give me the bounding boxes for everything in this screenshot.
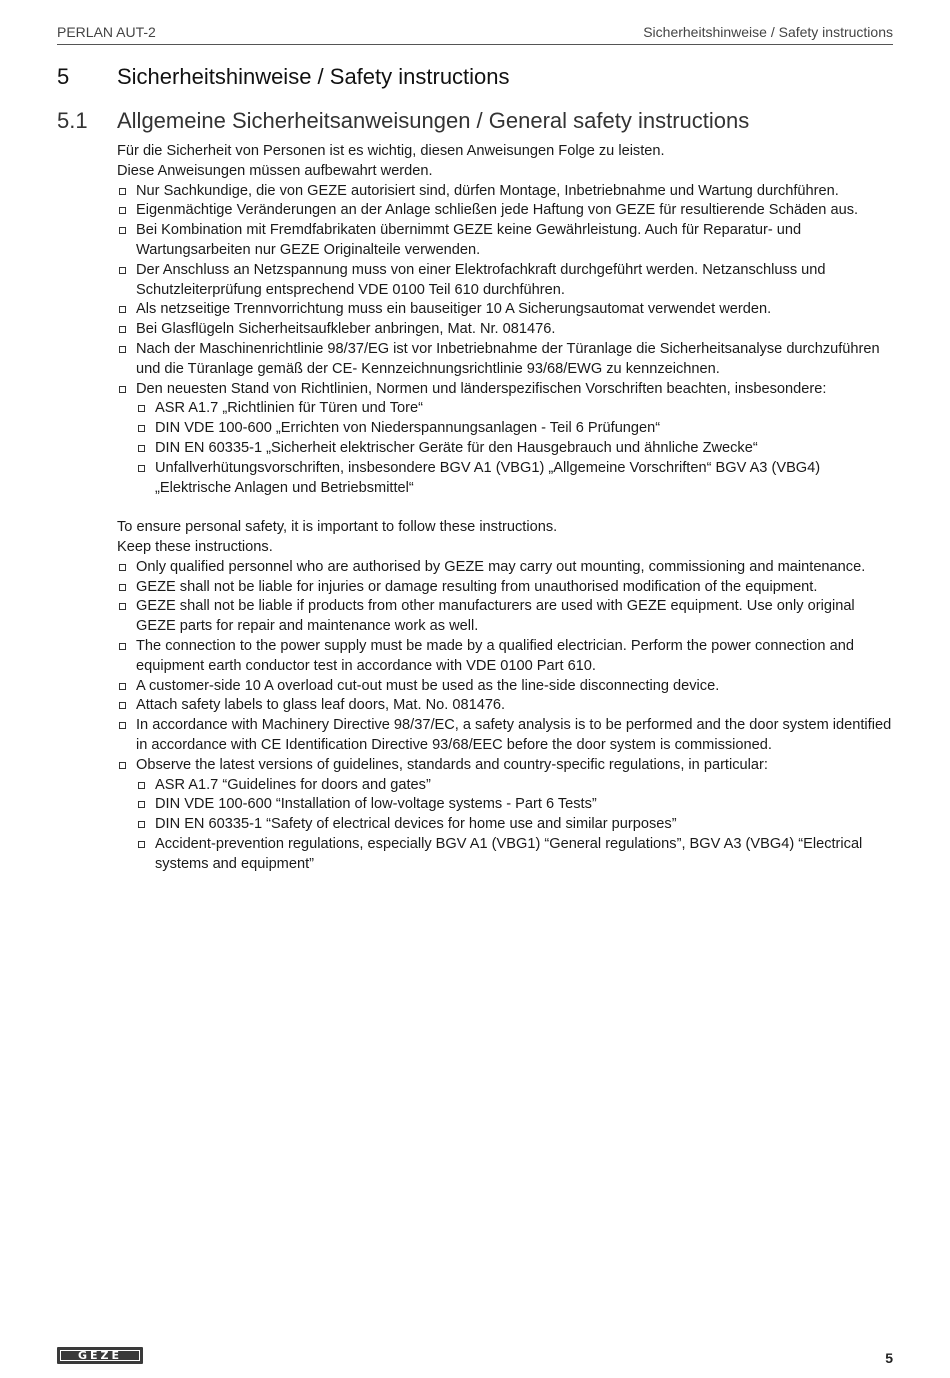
list-item: Nach der Maschinenrichtlinie 98/37/EG ist vor Inbetriebnahme der Türanlage die Sicherheitsanalyse durchzuführen und die Türanlage gemäß der CE- Kennzeichnungsrichtlinie 93/68/EWG zu kennzeichnen. [117,340,892,380]
square-bullet-icon [138,821,145,828]
square-bullet-icon [138,425,145,432]
list-item: Nur Sachkundige, die von GEZE autorisiert sind, dürfen Montage, Inbetriebnahme und Wartung durchführen. [117,182,892,202]
square-bullet-icon [119,346,126,353]
square-bullet-icon [119,584,126,591]
list-item: GEZE shall not be liable for injuries or damage resulting from unauthorised modification of the equipment. [117,578,892,598]
english-instruction-list [117,558,892,875]
body-text [117,142,892,874]
sublist-item: Unfallverhütungsvorschriften, insbesondere BGV A1 (VBG1) „Allgemeine Vorschriften“ BGV A3 (VBG4) „Elektrische Anlagen und Betriebsmittel“ [136,459,892,499]
english-sublist [136,776,892,875]
list-item: Only qualified personnel who are authorised by GEZE may carry out mounting, commissioning and maintenance. [117,558,892,578]
list-item: In accordance with Machinery Directive 98/37/EC, a safety analysis is to be performed and the door system identified in accordance with CE Identification Directive 93/68/EEC before the door system is commissioned. [117,716,892,756]
square-bullet-icon [138,801,145,808]
list-item: Observe the latest versions of guidelines, standards and country-specific regulations, in particular: ASR A1.7 “Guidelines for doors and gates” DIN VDE 100-600 “Installation of low-voltage systems - Part 6 Tests” DIN EN 60335-1 “Safety of electrical devices for home use and similar purposes” Accident-prevention regulations, especially BGV A1 (VBG1) “General regulations”, BGV A3 (VBG4) “Electrical systems and equipment” [117,756,892,875]
english-intro-line: To ensure personal safety, it is important to follow these instructions. [117,519,558,536]
german-intro-line: Diese Anweisungen müssen aufbewahrt werden. [117,162,433,179]
list-item: Eigenmächtige Veränderungen an der Anlage schließen jede Haftung von GEZE für resultierende Schäden aus. [117,201,892,221]
square-bullet-icon [138,465,145,472]
square-bullet-icon [119,722,126,729]
square-bullet-icon [119,227,126,234]
header-product: PERLAN AUT-2 [57,24,156,40]
square-bullet-icon [119,683,126,690]
square-bullet-icon [119,207,126,214]
sublist-item: Accident-prevention regulations, especially BGV A1 (VBG1) “General regulations”, BGV A3 (VBG4) “Electrical systems and equipment” [136,835,892,875]
sublist-item: ASR A1.7 “Guidelines for doors and gates” [136,776,892,796]
list-item: The connection to the power supply must be made by a qualified electrician. Perform the power connection and equipment earth conductor test in accordance with VDE 0100 Part 610. [117,637,892,677]
sublist-item: DIN VDE 100-600 “Installation of low-voltage systems - Part 6 Tests” [136,795,892,815]
square-bullet-icon [138,782,145,789]
list-item: Attach safety labels to glass leaf doors, Mat. No. 081476. [117,696,892,716]
sublist-item: ASR A1.7 „Richtlinien für Türen und Tore“ [136,399,892,419]
german-sublist [136,399,892,498]
square-bullet-icon [119,306,126,313]
sublist-item: DIN EN 60335-1 “Safety of electrical devices for home use and similar purposes” [136,815,892,835]
sublist-item: DIN EN 60335-1 „Sicherheit elektrischer Geräte für den Hausgebrauch und ähnliche Zwecke“ [136,439,892,459]
list-item: Der Anschluss an Netzspannung muss von einer Elektrofachkraft durchgeführt werden. Netzanschluss und Schutzleiterprüfung entsprechend VDE 0100 Teil 610 durchführen. [117,261,892,301]
square-bullet-icon [119,762,126,769]
list-item: Als netzseitige Trennvorrichtung muss ein bauseitiger 10 A Sicherungsautomat verwendet werden. [117,300,892,320]
square-bullet-icon [119,386,126,393]
square-bullet-icon [138,445,145,452]
list-item: Den neuesten Stand von Richtlinien, Normen und länderspezifischen Vorschriften beachten, insbesondere: ASR A1.7 „Richtlinien für Türen und Tore“ DIN VDE 100-600 „Errichten von Niederspannungsanlagen - Teil 6 Prüfungen“ DIN EN 60335-1 „Sicherheit elektrischer Geräte für den Hausgebrauch und ähnliche Zwecke“ Unfallverhütungsvorschriften, insbesondere BGV A1 (VBG1) „Allgemeine Vorschriften“ BGV A3 (VBG4) „Elektrische Anlagen und Betriebsmittel“ [117,380,892,499]
subchapter-number: 5.1 [57,108,88,133]
chapter-title: Sicherheitshinweise / Safety instructions [117,64,510,89]
square-bullet-icon [119,564,126,571]
list-item: A customer-side 10 A overload cut-out must be used as the line-side disconnecting device. [117,677,892,697]
square-bullet-icon [119,603,126,610]
square-bullet-icon [119,643,126,650]
page-number: 5 [885,1350,893,1366]
page-header [57,22,893,45]
list-item: GEZE shall not be liable if products from other manufacturers are used with GEZE equipment. Use only original GEZE parts for repair and maintenance work as well. [117,597,892,637]
german-instruction-list [117,182,892,499]
square-bullet-icon [119,267,126,274]
square-bullet-icon [119,702,126,709]
english-intro-line: Keep these instructions. [117,538,273,555]
logo-text: GEZE [60,1350,140,1361]
square-bullet-icon [138,405,145,412]
list-item: Bei Glasflügeln Sicherheitsaufkleber anbringen, Mat. Nr. 081476. [117,320,892,340]
chapter-number: 5 [57,64,70,89]
subchapter-title: Allgemeine Sicherheitsanweisungen / General safety instructions [117,108,750,133]
sublist-item: DIN VDE 100-600 „Errichten von Niederspannungsanlagen - Teil 6 Prüfungen“ [136,419,892,439]
german-intro-line: Für die Sicherheit von Personen ist es wichtig, diesen Anweisungen Folge zu leisten. [117,143,665,159]
square-bullet-icon [119,188,126,195]
header-section: Sicherheitshinweise / Safety instructions [643,24,893,40]
square-bullet-icon [119,326,126,333]
geze-logo [57,1347,143,1364]
square-bullet-icon [138,841,145,848]
section-gap [117,498,892,518]
list-item: Bei Kombination mit Fremdfabrikaten übernimmt GEZE keine Gewährleistung. Auch für Reparatur- und Wartungsarbeiten nur GEZE Originalteile verwenden. [117,221,892,261]
